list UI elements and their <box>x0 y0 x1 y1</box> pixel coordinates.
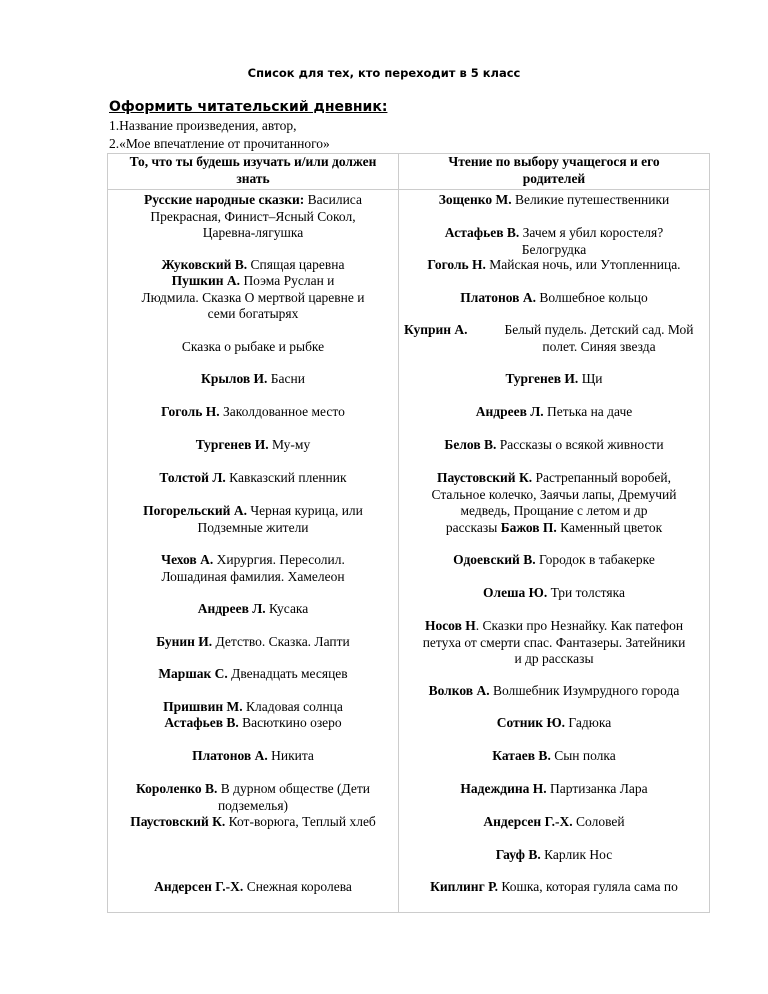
diary-heading: Оформить читательский дневник: <box>109 99 388 115</box>
list-item <box>108 339 398 356</box>
work-title: Кусака <box>265 601 309 616</box>
list-item <box>399 781 709 798</box>
work-title: . Сказки про Незнайку. Как патефон <box>475 618 684 633</box>
author-name: Одоевский В. <box>453 552 536 567</box>
list-item <box>108 634 398 651</box>
author-name: Сотник Ю. <box>496 715 566 730</box>
work-title: Спящая царевна <box>247 257 345 272</box>
page-title: Список для тех, кто переходит в 5 класс <box>247 66 521 80</box>
work-title: Сын полка <box>550 748 616 763</box>
work-title: Заколдованное место <box>219 404 345 419</box>
author-name: Зощенко М. <box>438 192 512 207</box>
list-item <box>399 257 709 274</box>
list-item <box>108 601 398 618</box>
author-name: Астафьев В. <box>164 715 239 730</box>
list-item <box>108 666 398 683</box>
work-title: Поэма Руслан и <box>240 273 335 288</box>
list-item <box>399 371 709 388</box>
col1-header-line: знать <box>236 170 270 186</box>
work-title: Карлик Нос <box>540 847 613 862</box>
list-item <box>399 814 709 831</box>
work-title: Сказка о рыбаке и рыбке <box>181 339 325 354</box>
list-item <box>108 748 398 765</box>
author-name: Пришвин М. <box>163 699 243 714</box>
work-title: Волшебное кольцо <box>535 290 648 305</box>
list-item <box>399 437 709 454</box>
list-item <box>399 192 709 209</box>
work-title: петуха от смерти спас. Фантазеры. Затейники <box>422 634 686 650</box>
author-name: Андреев Л. <box>475 404 544 419</box>
list-item <box>399 748 709 765</box>
work-title: Людмила. Сказка О мертвой царевне и <box>141 289 365 305</box>
work-title: Кот-ворюга, Теплый хлеб <box>225 814 376 829</box>
list-item <box>108 371 398 388</box>
author-name: Олеша Ю. <box>483 585 548 600</box>
list-item <box>108 257 398 274</box>
author-name: Русские народные сказки: <box>144 192 305 207</box>
list-item <box>399 618 709 668</box>
list-item <box>399 879 709 896</box>
work-title: семи богатырях <box>207 306 299 321</box>
author-name: Чехов А. <box>161 552 214 567</box>
author-name: Белов В. <box>444 437 497 452</box>
work-title: Великие путешественники <box>511 192 670 207</box>
author-name: Гоголь Н. <box>427 257 486 272</box>
list-item <box>108 699 398 716</box>
author-name: Андреев Л. <box>197 601 266 616</box>
work-title: Двенадцать месяцев <box>227 666 348 681</box>
author-name: Толстой Л. <box>159 470 226 485</box>
list-item <box>108 273 398 323</box>
list-item <box>399 683 709 700</box>
work-title: Майская ночь, или Утопленница. <box>485 257 681 272</box>
work-title: Три толстяка <box>547 585 625 600</box>
work-title: Царевна-лягушка <box>202 225 304 240</box>
work-title: Партизанка Лара <box>546 781 648 796</box>
col1-header <box>108 154 398 187</box>
work-title: Подземные жители <box>197 519 309 535</box>
list-item <box>108 715 398 732</box>
work-title: Белый пудель. Детский сад. Мой <box>504 322 694 337</box>
work-title: Петька на даче <box>543 404 633 419</box>
work-title: медведь, Прощание с летом и др <box>460 503 648 518</box>
work-title: полет. Синяя звезда <box>542 338 656 354</box>
author-name: Пушкин А. <box>171 273 241 288</box>
author-name: Гоголь Н. <box>161 404 220 419</box>
work-title: Басни <box>267 371 305 386</box>
author-name: Тургенев И. <box>195 437 269 452</box>
work-title: Каменный цветок <box>556 519 663 535</box>
list-item <box>108 404 398 421</box>
list-item <box>399 847 709 864</box>
work-title: Зачем я убил коростеля? <box>519 225 664 240</box>
list-item <box>108 814 398 831</box>
author-name: Бажов П. <box>500 519 557 535</box>
list-item <box>399 715 709 732</box>
list-item <box>108 470 398 487</box>
author-name: Киплинг Р. <box>430 879 499 894</box>
col2-header <box>399 154 709 187</box>
work-title: Снежная королева <box>243 879 352 894</box>
list-item <box>108 781 398 814</box>
list-item <box>108 437 398 454</box>
author-name: Тургенев И. <box>505 371 579 386</box>
work-title: Лошадиная фамилия. Хамелеон <box>161 568 345 584</box>
list-item <box>108 503 398 536</box>
author-name: Гауф В. <box>495 847 541 862</box>
author-name: Платонов А. <box>192 748 268 763</box>
col2-header-line: Чтение по выбору учащегося и его <box>448 154 660 169</box>
author-name: Надеждина Н. <box>460 781 547 796</box>
diary-item-1: 1.Название произведения, автор, <box>109 118 297 133</box>
work-title: Волшебник Изумрудного города <box>489 683 680 698</box>
author-name: Крылов И. <box>201 371 268 386</box>
author-name: Платонов А. <box>460 290 536 305</box>
author-name: Андерсен Г.-Х. <box>154 879 244 894</box>
author-name: Погорельский А. <box>143 503 247 518</box>
work-title: Васюткино озеро <box>238 715 342 730</box>
col2-header-line: родителей <box>522 170 586 186</box>
work-title: рассказы <box>445 519 501 535</box>
work-title: Прекрасная, Финист–Ясный Сокол, <box>150 208 356 224</box>
work-title: Кошка, которая гуляла сама по <box>498 879 678 894</box>
list-item <box>108 879 398 896</box>
list-item <box>108 552 398 585</box>
work-title: Щи <box>578 371 603 386</box>
list-item <box>108 192 398 242</box>
work-title: Стальное колечко, Заячьи лапы, Дремучий <box>431 486 677 502</box>
list-item <box>399 404 709 421</box>
author-name: Маршак С. <box>158 666 228 681</box>
work-title: Белогрудка <box>521 241 587 257</box>
list-item <box>399 225 709 258</box>
work-title: Никита <box>267 748 314 763</box>
work-title: и др рассказы <box>514 651 594 666</box>
list-item <box>399 470 709 536</box>
work-title: Растрепанный воробей, <box>532 470 671 485</box>
list-item <box>399 585 709 602</box>
work-title: Детство. Сказка. Лапти <box>212 634 350 649</box>
col1-header-line: То, что ты будешь изучать и/или должен <box>129 154 377 169</box>
author-name: Короленко В. <box>135 781 218 796</box>
diary-item-2: 2.«Мое впечатление от прочитанного» <box>109 136 330 151</box>
author-name: Жуковский В. <box>161 257 248 272</box>
author-name: Андерсен Г.-Х. <box>483 814 573 829</box>
author-name: Паустовский К. <box>130 814 226 829</box>
work-title: Гадюка <box>565 715 612 730</box>
author-name: Бунин И. <box>156 634 213 649</box>
work-title: Городок в табакерке <box>535 552 655 567</box>
author-name: Носов Н <box>424 618 476 633</box>
work-title: Василиса <box>304 192 362 207</box>
work-title: Му-му <box>268 437 311 452</box>
work-title: В дурном обществе (Дети <box>217 781 371 796</box>
work-title: Кладовая солнца <box>242 699 343 714</box>
author-name: Паустовский К. <box>437 470 533 485</box>
list-item <box>399 552 709 569</box>
author-name: Астафьев В. <box>444 225 520 240</box>
author-name: Катаев В. <box>492 748 551 763</box>
header-divider <box>107 189 710 190</box>
work-title: Черная курица, или <box>246 503 363 518</box>
author-name: Куприн А. <box>404 322 468 337</box>
work-title: Хирургия. Пересолил. <box>213 552 345 567</box>
work-title: Кавказский пленник <box>225 470 347 485</box>
work-title: Соловей <box>572 814 625 829</box>
author-name: Волков А. <box>428 683 490 698</box>
work-title: Рассказы о всякой живности <box>496 437 664 452</box>
work-title: подземелья) <box>217 797 289 813</box>
list-item <box>399 290 709 307</box>
